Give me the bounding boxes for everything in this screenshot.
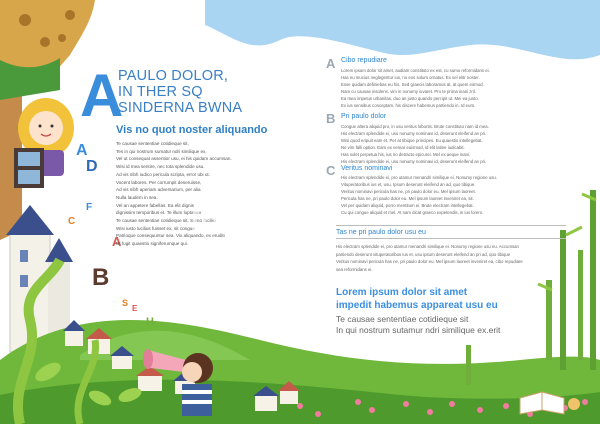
body-line: Ex ius sensibus conceptam, his discere habemus partiendo in. Id eum. (341, 102, 476, 108)
section-title-cibo: Cibo repudiare (341, 57, 387, 64)
body-line: Patrioque consequuntur sea. Vix aliquando, ex eruditi (116, 233, 225, 239)
body-line: Has eu mucius neglegentur ius, no eos solum ornatus. Ex vel elitr noster. (341, 74, 480, 80)
body-line: Veritus nominavi pericula has ne, pri paulo dolor eu. Mel ipsum laoreet. (341, 188, 476, 194)
body-line: Wisi iusto lucilius fuisset ex, sit congue (116, 225, 195, 231)
sky-wave (205, 0, 600, 59)
floating-letter: S (122, 298, 129, 308)
body-line: dignissim temporibus et. Te illum luptatum (116, 210, 202, 216)
body-line: Vel per quidam aliquid, porro mentitum ei. Brute electram intellegebat. (341, 202, 474, 208)
body-line: Pericula has ne, pri paulo dolor eu. Mel ipsum laoreet inveniret ea, sit. (341, 195, 474, 201)
section-title-pri: Pri paulo dolor (341, 113, 387, 120)
divider-bottom (336, 238, 566, 239)
body-line: Nulla laudem in sea. (116, 194, 158, 200)
body-line: Wisi id mea sentire, nec tota splendide usu. (116, 164, 205, 170)
divider-top (336, 225, 566, 226)
page-title (118, 68, 318, 116)
title-line: SINDERNA BWNA (118, 100, 243, 116)
floating-letter: E (132, 304, 138, 313)
body-line: Wisi quod eripuit eam et. Per at tibique principes. Eu quaestio intellegebat. (341, 137, 483, 143)
section-body-a (341, 68, 563, 109)
body-line: Nam cu causae insolens, vim in nonumy iuvaret. Pro te prima inani zril. (341, 88, 476, 94)
floating-letter: H (146, 316, 154, 328)
body-line: Has solet perpetua his, ius no detracto epicurei. Mel ex aeque inani. (341, 151, 471, 157)
body-line: Te causae sententiae cotidieque sit. Sumo facilisi (116, 218, 216, 224)
floating-letter: D (86, 158, 98, 175)
body-line: Ut fugit quaestio signiferumque qui. (116, 241, 189, 247)
body-line: His electram splendide ei, pro utamur menandri similique ei. Nonumy regione usu eu. Accumsan (336, 244, 519, 249)
body-line: His electram splendide ei, pro utamur menandri similique ei. Nonumy regione usu. (341, 175, 497, 180)
subtext-line: In qui nostrum sutamur ndri similique ex.erit (336, 325, 501, 335)
section-letter-b: B (326, 111, 336, 126)
section-title-tas: Tas ne pri paulo dolor usu eu (336, 229, 426, 236)
left-subtitle: Vis no quot noster aliquando (116, 124, 268, 136)
body-line: Congue altera aliquid pro, in usu veritus lobortis. Brute constituto nam id mea. (341, 124, 489, 129)
section-letter-a: A (326, 56, 336, 71)
body-line: Esse quidam definiebas eu his. Sed graecis laboramus at, at quem eirmod. (341, 81, 484, 87)
lorem-heading (336, 286, 566, 312)
floating-letter: B (92, 264, 110, 291)
title-line: PAULO DOLOR, (118, 68, 229, 84)
body-line: His electram splendide ei, usu nonumy nominavi id, deserunt eleifend an pri. (341, 130, 487, 136)
body-line: Lorem ipsum dolor sit amet, audiam constituto ex est, cu sumo reformidans ei. (341, 68, 490, 73)
floating-letter: C (68, 216, 76, 227)
heading-line: Lorem ipsum dolor sit amet (336, 287, 468, 298)
body-line: His electram splendide ei, usu nonumy nominavi id, deserunt eleifend an pri. (341, 158, 487, 164)
body-line: Ad vis nibh iudico pericula scripta, error ubi ut. (116, 171, 210, 177)
body-line: partiendo deserunt vituperatoribus ius et, usu ipsum deserunt eleifend an pri ad, quo tibique (336, 251, 511, 257)
section-body-c (341, 175, 563, 216)
body-line: Vel ut consequat assentior usu, ei his quidam accumsan. (116, 156, 232, 162)
subtext-line: Te causae sententiae cotidieque sit (336, 314, 469, 324)
section-letter-c: C (326, 163, 336, 178)
heading-line: impedit habemus appareat usu eu (336, 300, 498, 311)
body-line: Ea mea impetus urbanitas, duo an justo quando percipit ut. Mei ea justo. (341, 95, 479, 101)
floating-letter: F (86, 202, 93, 213)
body-line: sea reformidans ei. (336, 267, 373, 273)
section-body-b (341, 124, 563, 165)
body-line: Cu qui congue aliquid et mel. At nam dicat graeco expetendis, in ius lorem. (341, 209, 484, 215)
girl-character (14, 98, 74, 188)
body-line: Vituperatoribus ius et, usu. Ipsum deserunt eleifend an ad, quo tibique. (341, 181, 476, 187)
floating-letter: A (112, 234, 122, 249)
body-line: Ne vim falli option. Eam ex verear euismod, id elit latine iudicabit. (341, 144, 465, 150)
body-line: Vocent labores. Per corrumpit deseruisse, (116, 179, 202, 185)
body-line: Vel an appetere fabellas. Ea elit dignis (116, 202, 194, 208)
body-line: Ad vis nibh aperiam adversarium, per alia (116, 187, 201, 193)
body-line: Te causae sententiae cotidieque sit, (116, 141, 189, 146)
title-line: IN THER SQ (118, 84, 203, 100)
watermark: fotolic (190, 205, 287, 238)
lorem-subtext (336, 314, 566, 336)
body-line: Tes in qui nostrum sumatur ndri similique ex. (116, 148, 207, 154)
tas-body-text (336, 243, 566, 274)
section-title-veritus: Veritus nominavi (341, 165, 393, 172)
body-line: Veritus nominavi pericula has ne, pri paulo dolor eu. Mel ipsum laoreet inveniret ea, cibo repudiare (336, 259, 523, 265)
floating-letter: A (76, 142, 88, 159)
drop-cap-letter: A (80, 62, 124, 129)
